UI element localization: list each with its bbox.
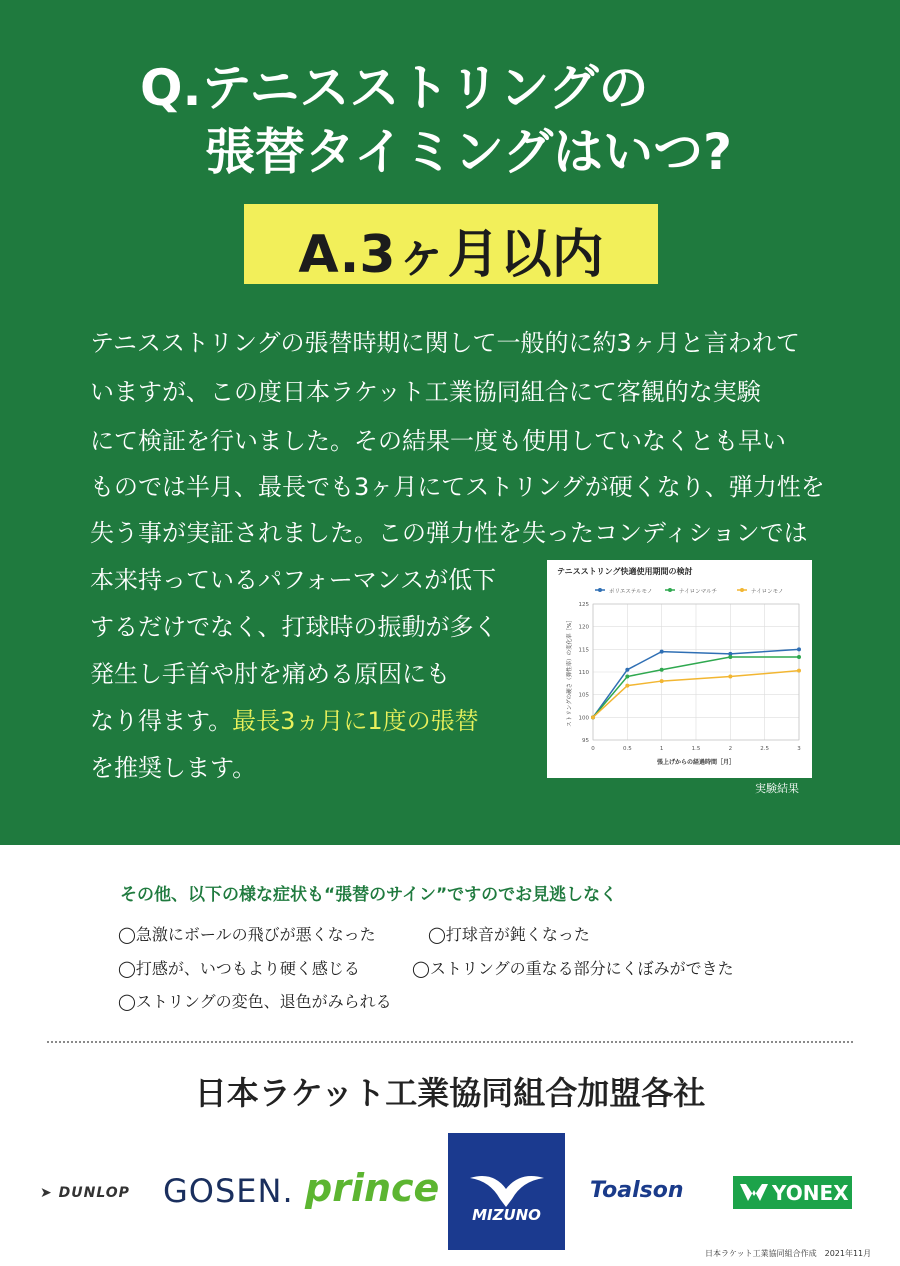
series-2-point-3 [660,668,664,672]
series-1-point-5 [797,647,801,651]
chart-title: テニスストリング快適使用期間の検討 [557,567,693,576]
dunlop-flying-d-icon: ➤ [40,1185,53,1201]
ytick-label-0: 95 [582,738,589,744]
ytick-label-6: 125 [578,602,589,608]
series-3-point-2 [625,684,629,688]
xtick-label-5: 2.5 [760,746,770,752]
series-1-point-3 [660,650,664,654]
body-line-10: を推奨します。 [90,754,257,782]
xtick-label-2: 1 [659,746,664,752]
body-line-9 [90,701,479,736]
legend-label-2: ナイロンマルチ [679,589,718,595]
sign-item-5: ◯ストリングの変色、退色がみられる [118,992,392,1011]
yonex-logo-text: YONEX [772,1181,849,1205]
body-line-5: 失う事が実証されました。この弾力性を失ったコンディションでは [90,519,808,547]
toalson-logo: Toalson [590,1178,684,1203]
yonex-logo [733,1176,852,1209]
ytick-label-4: 115 [578,647,589,654]
series-3-point-4 [728,675,732,679]
xtick-label-3: 1.5 [691,746,701,752]
x-axis-label: 張上げからの経過時間［月］ [656,759,736,766]
question-line-2: 張替タイミングはいつ? [205,123,733,181]
xtick-label-1: 0.5 [622,746,632,752]
dunlop-logo-text: DUNLOP [58,1185,130,1201]
answer-text: A.3ヶ月以内 [298,225,604,285]
legend-marker-1 [598,588,602,592]
mizuno-logo [448,1133,565,1250]
series-1-point-2 [625,668,629,672]
highlight-text: 最長3ヵ月に1度の張替 [232,707,479,735]
answer-box [244,204,658,284]
dotted-divider [47,1041,853,1043]
footer-credit: 日本ラケット工業協同組合作成 2021年11月 [705,1249,872,1258]
series-3-point-5 [797,669,801,673]
legend-label-1: ポリエステルモノ [609,589,653,595]
ytick-label-5: 120 [578,624,589,631]
question-line-1: Q.テニスストリングの [140,59,649,117]
body-line-4: ものでは半月、最長でも3ヶ月にてストリングが硬くなり、弾力性を [90,473,825,501]
body-line-1: テニスストリングの張替時期に関して一般的に約3ヶ月と言われて [90,329,800,357]
series-2-point-4 [728,655,732,659]
sign-item-3: ◯打感が、いつもより硬く感じる [118,959,360,978]
mizuno-runbird-icon [448,1133,565,1250]
mizuno-logo-text: MIZUNO [472,1206,541,1224]
dunlop-logo [40,1185,130,1201]
body-line-2: いますが、この度日本ラケット工業協同組合にて客観的な実験 [90,378,761,406]
sign-item-4: ◯ストリングの重なる部分にくぼみができた [412,959,734,978]
xtick-label-6: 3 [797,746,801,752]
legend-label-3: ナイロンモノ [751,589,784,595]
body-line-6: 本来持っているパフォーマンスが低下 [90,566,497,594]
body-line-9-text: なり得ます。 [90,707,233,735]
ytick-label-3: 110 [578,670,589,676]
gosen-logo: GOSEN. [163,1172,294,1210]
sign-item-1: ◯急激にボールの飛びが悪くなった [118,925,376,944]
signs-title: その他、以下の様な症状も“張替のサイン”ですのでお見逃しなく [120,885,618,905]
body-line-3: にて検証を行いました。その結果一度も使用していなくとも早い [90,427,786,455]
sign-item-2: ◯打球音が鈍くなった [428,925,590,944]
chart-caption: 実験結果 [755,782,799,795]
legend-marker-3 [740,588,744,592]
chart-panel [547,560,812,778]
y-axis-label: ストリングの硬さ（弾性率）の変化率［%］ [567,617,573,727]
xtick-label-0: 0 [591,746,595,752]
series-3-point-3 [660,679,664,683]
xtick-label-4: 2 [728,746,733,752]
body-line-7: するだけでなく、打球時の振動が多く [90,613,498,641]
members-title: 日本ラケット工業協同組合加盟各社 [194,1074,706,1112]
line-chart [547,560,812,778]
legend-marker-2 [668,588,672,592]
series-3-point-1 [591,715,595,719]
ytick-label-2: 105 [578,692,589,699]
ytick-label-1: 100 [578,715,589,722]
yonex-mark-icon [737,1176,773,1209]
series-2-point-5 [797,655,801,659]
prince-logo: prince [305,1166,440,1210]
series-2-point-2 [625,675,629,679]
body-line-8: 発生し手首や肘を痛める原因にも [90,660,450,688]
